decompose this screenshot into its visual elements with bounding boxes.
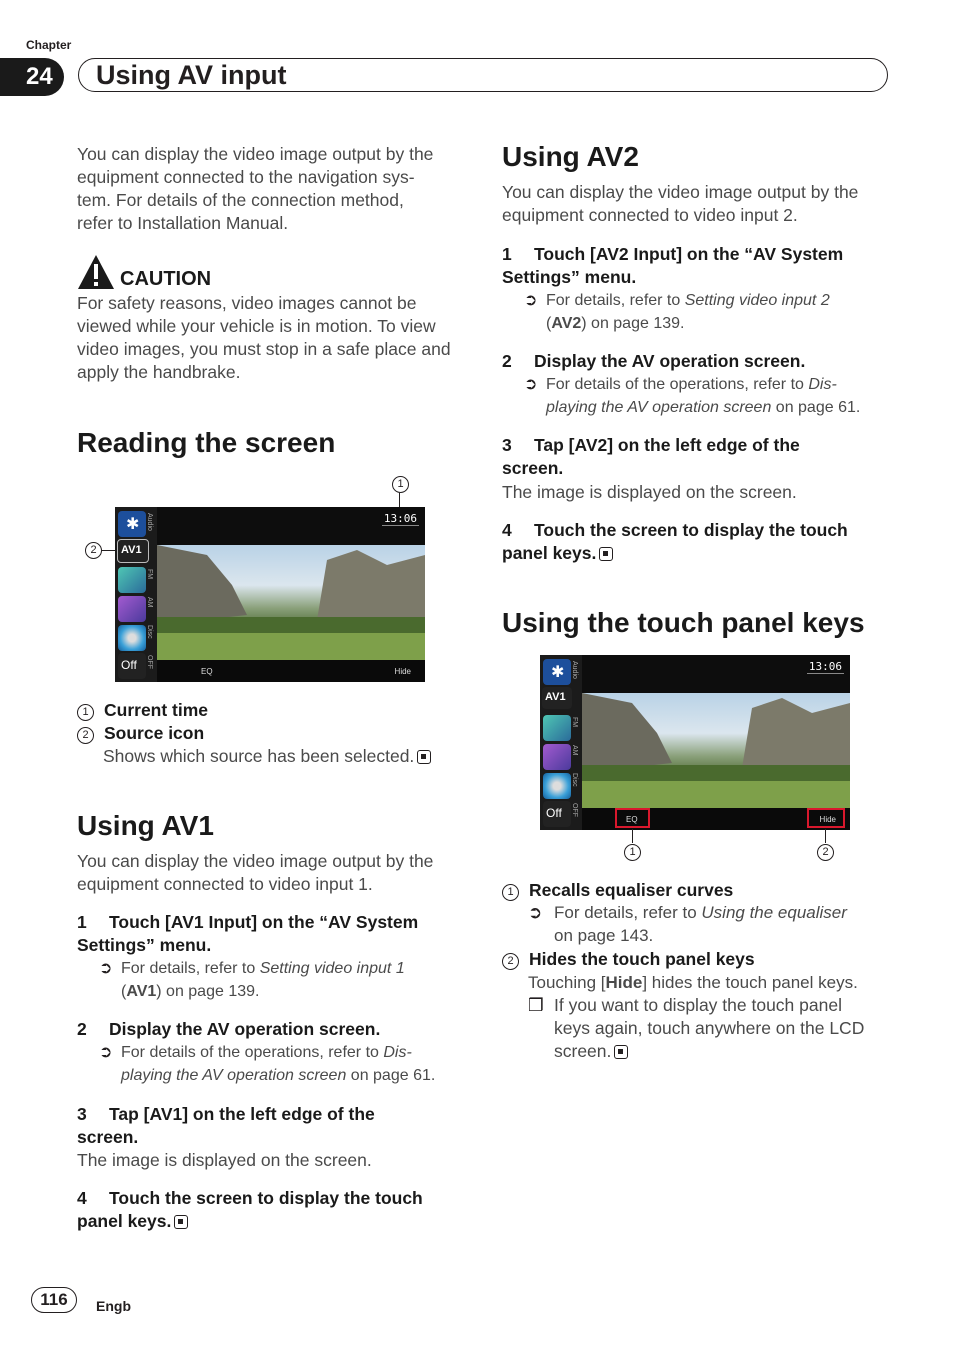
fm-tab[interactable]: FM [146,569,153,580]
caution-line: video images, you must stop in a safe place and [77,339,451,359]
eq-key[interactable]: EQ [201,667,213,676]
off-tab[interactable]: OFF [571,803,578,817]
landscape-graphic [157,545,425,660]
touch-item-2 [502,948,755,971]
note-text: ( [121,983,127,1000]
reading-heading: Reading the screen [77,427,336,458]
fm-icon[interactable] [543,715,571,741]
step-number: 4 [502,520,512,540]
caution-line: viewed while your vehicle is in motion. To view [77,316,436,336]
av2-step-1-note [524,289,904,335]
callout-2-line [102,550,116,551]
note-link[interactable]: Setting video input 2 [684,292,830,309]
item-number: 1 [502,884,519,901]
note-text: on page 61. [346,1067,436,1084]
av-screen-reading [115,507,425,682]
note-link[interactable]: playing the AV operation screen [121,1067,347,1084]
step-text: panel keys. [502,543,597,563]
arrow-icon: ➲ [99,960,113,977]
av1-step-1-note [99,957,469,1003]
item-number: 1 [77,704,94,721]
av2-step-2-note [524,373,904,419]
av1-intro-line: equipment connected to video input 1. [77,874,373,894]
off-label: Off [546,806,562,820]
source-av1-icon[interactable] [117,539,149,563]
landscape-graphic [582,693,850,808]
video-image[interactable] [157,545,425,660]
caution-line: For safety reasons, video images cannot be [77,293,417,313]
eq-highlight [615,808,650,828]
end-mark-icon [174,1215,188,1229]
note-text: For details, refer to [121,960,260,977]
av1-heading: Using AV1 [77,810,214,841]
arrow-icon: ➲ [528,903,543,922]
fm-tab[interactable]: FM [571,717,578,728]
reading-item-2-desc [103,745,431,768]
callout-2-line [825,829,826,843]
av2-heading: Using AV2 [502,141,639,172]
audio-tab[interactable]: Audio [146,513,153,531]
disc-tab[interactable]: Disc [571,773,578,787]
callout-1: 1 [392,476,409,493]
tip-checkbox-icon: ❒ [528,995,544,1015]
source-label: AV1 [545,691,566,703]
av1-intro [77,850,467,896]
note-text: For details of the operations, refer to [546,376,809,393]
item-label: Current time [104,700,209,720]
intro-line: You can display the video image output by the [77,144,434,164]
tip-text: screen. [554,1041,612,1061]
av1-step-3 [77,1103,375,1149]
touch-item-2-tip [528,994,898,1063]
step-number: 2 [502,351,512,371]
touch-heading: Using the touch panel keys [502,607,865,638]
step-number: 1 [502,244,512,264]
caution-text [77,292,467,384]
item-label: Recalls equaliser curves [529,880,734,900]
arrow-icon: ➲ [524,292,538,309]
note-text: ] hides the touch panel keys. [642,973,858,992]
hide-highlight [807,808,845,828]
disc-tab[interactable]: Disc [146,625,153,639]
step-text: Settings” menu. [77,935,212,955]
av-screen-touch-keys [540,655,850,830]
end-mark-icon [614,1045,628,1059]
av1-step-1 [77,911,467,957]
intro-paragraph [77,143,467,235]
note-bold: Hide [605,973,643,992]
note-text: For details, refer to [554,903,702,922]
off-tab[interactable]: OFF [146,655,153,669]
caution-line: apply the handbrake. [77,362,241,382]
av2-step-3 [502,434,800,480]
am-icon[interactable] [543,744,571,770]
am-icon[interactable] [118,596,146,622]
av2-intro [502,181,902,227]
eq-key[interactable]: EQ [626,815,638,824]
hide-key[interactable]: Hide [819,815,836,824]
callout-2: 2 [817,844,834,861]
note-link[interactable]: playing the AV operation screen [546,399,772,416]
touch-item-1-note [528,901,898,947]
item-label: Hides the touch panel keys [529,949,755,969]
step-text: screen. [77,1127,139,1147]
av1-step-3-desc: The image is displayed on the screen. [77,1150,372,1170]
source-av1-icon[interactable] [542,687,572,709]
off-label: Off [121,658,137,672]
step-text: Display the AV operation screen. [109,1019,381,1039]
video-image[interactable] [582,693,850,808]
caution-title: CAUTION [120,268,212,290]
tip-text: keys again, touch anywhere on the LCD [554,1018,865,1038]
item-number: 2 [502,953,519,970]
av2-intro-line: equipment connected to video input 2. [502,205,798,225]
note-text: ) on page 139. [156,983,260,1000]
reading-item-1 [77,699,208,722]
av2-step-4 [502,519,848,565]
av2-step-3-desc: The image is displayed on the screen. [502,482,797,502]
step-number: 3 [77,1104,87,1124]
av1-step-2-note [99,1041,469,1087]
touch-item-1 [502,879,733,902]
disc-icon[interactable] [118,625,146,651]
off-icon[interactable] [118,653,146,679]
note-text: ( [546,315,552,332]
av1-step-4 [77,1187,423,1233]
am-tab[interactable]: AM [146,597,153,608]
intro-line: tem. For details of the connection method, [77,190,404,210]
note-text: ) on page 139. [581,315,685,332]
note-text: on page 143. [554,926,654,945]
callout-1: 1 [624,844,641,861]
current-time: 13:06 [383,512,417,525]
current-time: 13:06 [808,660,842,673]
note-text: Touching [ [528,973,606,992]
step-number: 3 [502,435,512,455]
touch-item-2-desc [528,971,898,994]
tip-text: If you want to display the touch panel [554,995,842,1015]
warning-icon [77,254,115,290]
intro-line: refer to Installation Manual. [77,213,289,233]
am-tab[interactable]: AM [571,745,578,756]
hide-key[interactable]: Hide [394,667,411,676]
step-number: 2 [77,1019,87,1039]
chapter-label: Chapter [26,38,72,52]
step-text: Touch [AV1 Input] on the “AV System [109,912,419,932]
step-number: 4 [77,1188,87,1208]
intro-line: equipment connected to the navigation sys- [77,167,415,187]
language-code: Engb [96,1298,131,1314]
arrow-icon: ➲ [524,376,538,393]
bluetooth-icon[interactable]: ✱ [543,659,571,685]
end-mark-icon [599,547,613,561]
end-mark-icon [417,750,431,764]
step-text: Display the AV operation screen. [534,351,806,371]
disc-icon[interactable] [543,773,571,799]
step-text: screen. [502,458,564,478]
audio-tab[interactable]: Audio [571,661,578,679]
bluetooth-icon[interactable]: ✱ [118,511,146,537]
step-text: Touch the screen to display the touch [109,1188,423,1208]
step-number: 1 [77,912,87,932]
arrow-icon: ➲ [99,1044,113,1061]
note-bold: AV2 [551,315,582,332]
step-text: Tap [AV2] on the left edge of the [534,435,800,455]
av2-intro-line: You can display the video image output by the [502,182,859,202]
chapter-number: 24 [0,58,64,96]
screen-topbar [582,655,850,693]
off-icon[interactable] [543,801,571,827]
callout-1-line [632,829,633,843]
note-link[interactable]: Using the equaliser [701,903,847,922]
av1-step-2 [77,1018,380,1041]
note-text: on page 61. [771,399,861,416]
note-link[interactable]: Dis- [808,376,837,393]
note-text: For details of the operations, refer to [121,1044,384,1061]
av2-step-1 [502,243,902,289]
chapter-title: Using AV input [96,60,287,90]
item-number: 2 [77,727,94,744]
fm-icon[interactable] [118,567,146,593]
page-number: 116 [31,1287,77,1313]
note-link[interactable]: Dis- [383,1044,412,1061]
step-text: Tap [AV1] on the left edge of the [109,1104,375,1124]
step-text: panel keys. [77,1211,172,1231]
note-bold: AV1 [126,983,157,1000]
source-label: AV1 [121,544,142,556]
callout-2: 2 [85,542,102,559]
av1-intro-line: You can display the video image output by the [77,851,434,871]
reading-item-2 [77,722,204,745]
item-label: Source icon [104,723,205,743]
step-text: Touch the screen to display the touch [534,520,848,540]
av2-step-2 [502,350,805,373]
touch-panel-keys [157,660,425,682]
note-text: For details, refer to [546,292,685,309]
step-text: Settings” menu. [502,267,637,287]
step-text: Touch [AV2 Input] on the “AV System [534,244,844,264]
item-desc: Shows which source has been selected. [103,746,415,766]
note-link[interactable]: Setting video input 1 [259,960,405,977]
screen-topbar [157,507,425,545]
